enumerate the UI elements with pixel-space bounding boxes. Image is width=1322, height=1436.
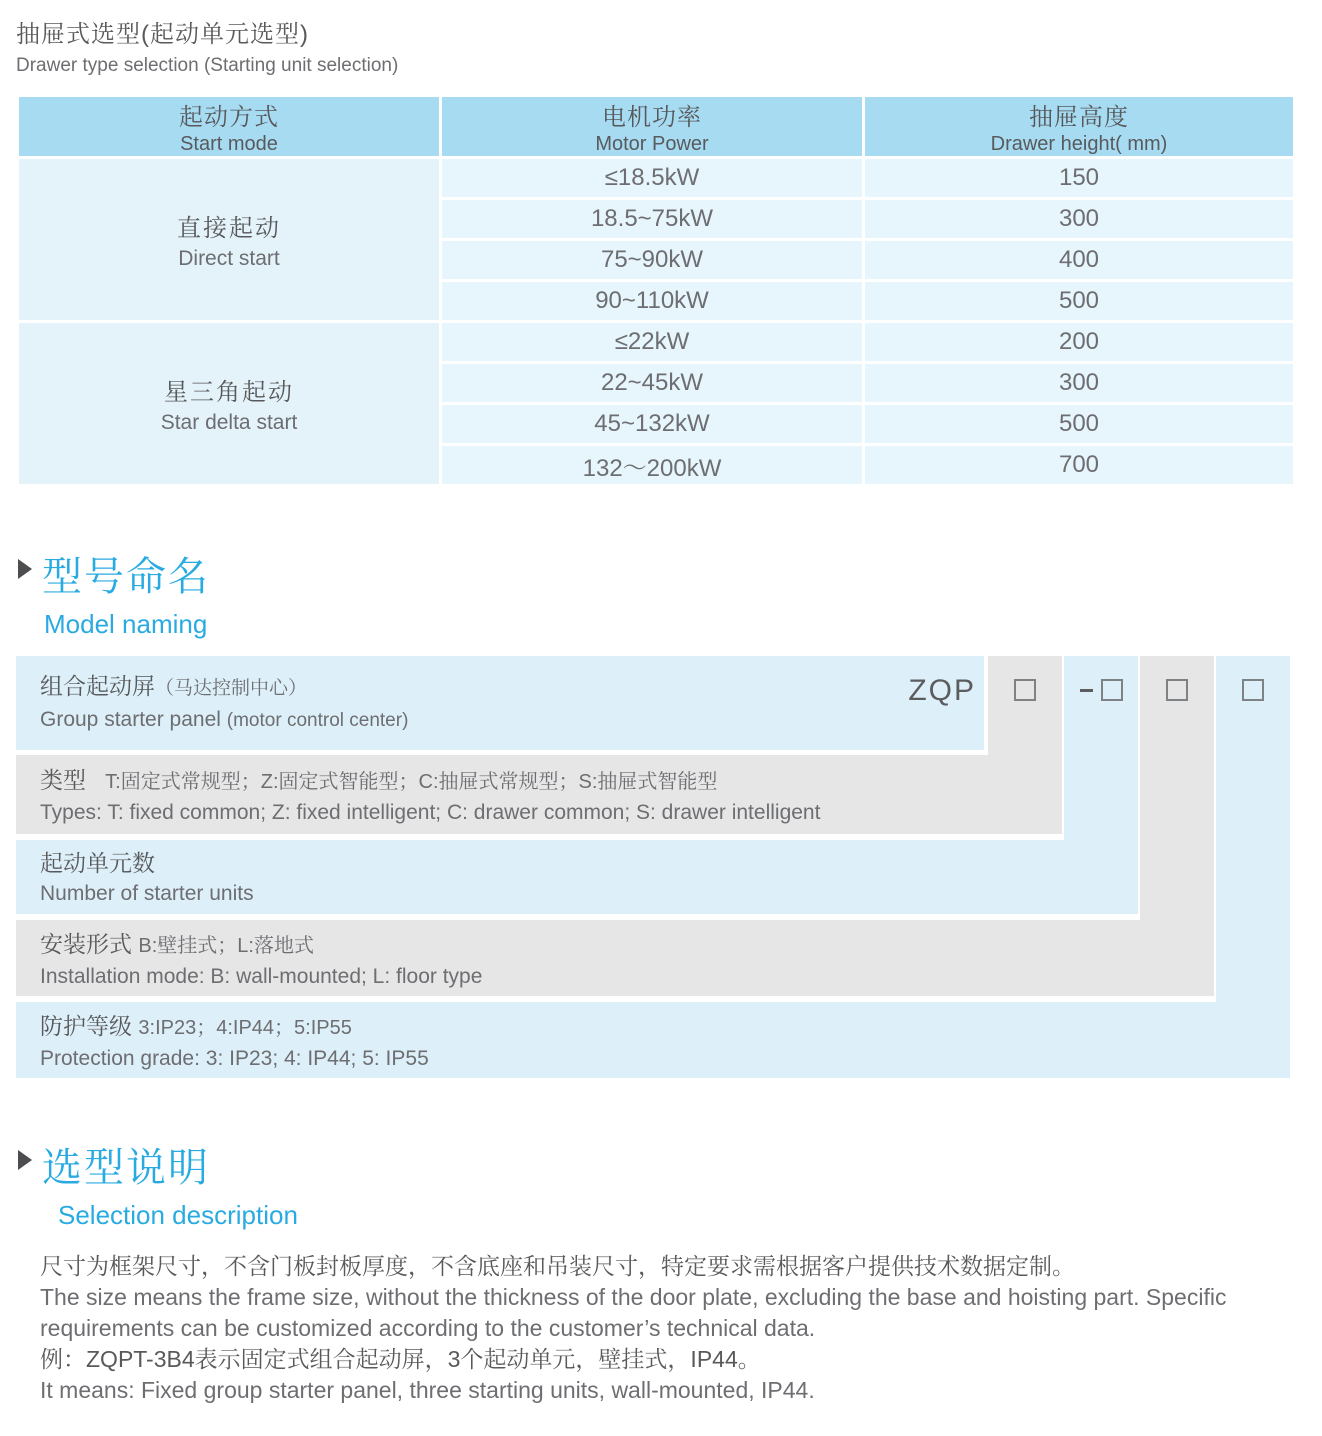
- header-start-mode-zh: 起动方式: [179, 104, 279, 131]
- model-code-prefix: ZQP: [908, 674, 976, 707]
- cell-power: ≤22kW: [442, 323, 862, 361]
- diagram-row-types: [16, 755, 1062, 834]
- header-drawer-height-en: Drawer height( mm): [990, 133, 1168, 155]
- cell-power: 45~132kW: [442, 405, 862, 443]
- code-dash: [1080, 689, 1093, 692]
- cell-height: 500: [865, 282, 1293, 320]
- code-placeholder-box: [1014, 679, 1036, 701]
- cell-power: 90~110kW: [442, 282, 862, 320]
- section-arrow-icon: [18, 1150, 32, 1170]
- page-title: [16, 14, 1306, 77]
- cell-power: 22~45kW: [442, 364, 862, 402]
- row1-zh-main: 组合起动屏: [40, 673, 155, 699]
- row5-en: Protection grade: 3: IP23; 4: IP44; 5: IP55: [40, 1047, 429, 1070]
- description-para1-en: The size means the frame size, without the thickness of the door plate, excluding the base and hoisting part. Specific requirements can be customized according to the customer’s technical data.: [40, 1284, 1227, 1341]
- model-naming-heading-zh: 型号命名: [42, 555, 210, 599]
- row2-en: Types: T: fixed common; Z: fixed intelligent; C: drawer common; S: drawer intelligent: [40, 801, 821, 824]
- diagram-row-installation-mode: [16, 920, 1214, 996]
- code-placeholder-box: [1101, 679, 1123, 701]
- header-motor-power-zh: 电机功率: [602, 104, 702, 131]
- row4-zh-sub: B:壁挂式；L:落地式: [138, 935, 314, 957]
- selection-heading-en: Selection description: [58, 1200, 298, 1230]
- page-title-zh: 抽屉式选型(起动单元选型): [16, 21, 309, 48]
- header-drawer-height-zh: 抽屉高度: [1029, 104, 1129, 131]
- section-arrow-icon: [18, 559, 32, 579]
- group-direct-start-en: Direct start: [178, 247, 280, 270]
- group-cell-direct-start: [19, 159, 439, 320]
- description-para2-en: It means: Fixed group starter panel, three starting units, wall-mounted, IP44.: [40, 1377, 815, 1403]
- row1-en-sub: (motor control center): [226, 710, 409, 731]
- row4-zh: [40, 928, 1214, 962]
- diagram-row-starter-units: [16, 840, 1138, 914]
- row4-zh-main: 安装形式: [40, 931, 132, 957]
- header-motor-power-en: Motor Power: [595, 133, 709, 155]
- cell-height: 500: [865, 405, 1293, 443]
- row5-zh: [40, 1010, 1290, 1044]
- row1-zh-sub: （马达控制中心）: [155, 678, 308, 699]
- header-motor-power: [442, 97, 862, 156]
- cell-power: 18.5~75kW: [442, 200, 862, 238]
- row1-en: [40, 705, 984, 735]
- selection-heading-zh: 选型说明: [42, 1146, 210, 1190]
- group-cell-star-delta: [19, 323, 439, 484]
- group-star-delta-en: Star delta start: [160, 411, 298, 434]
- diagram-row-protection-grade: [16, 1002, 1290, 1078]
- row5-zh-sub: 3:IP23；4:IP44；5:IP55: [138, 1017, 352, 1039]
- cell-height: 150: [865, 159, 1293, 197]
- description-para1-zh: 尺寸为框架尺寸，不含门板封板厚度，不含底座和吊装尺寸，特定要求需根据客户提供技术数据定制。: [40, 1253, 1075, 1279]
- section-selection-description-heading: [18, 1136, 1306, 1231]
- group-direct-start-zh: 直接起动: [177, 215, 281, 242]
- cell-height: 700: [865, 446, 1293, 484]
- cell-height: 400: [865, 241, 1293, 279]
- row2-zh: [40, 764, 1062, 798]
- cell-height: 300: [865, 364, 1293, 402]
- code-placeholder-box: [1166, 679, 1188, 701]
- row3-zh: 起动单元数: [40, 850, 155, 876]
- code-column-type: [988, 656, 1062, 834]
- code-placeholder-box: [1242, 679, 1264, 701]
- cell-power: ≤18.5kW: [442, 159, 862, 197]
- row5-zh-main: 防护等级: [40, 1013, 132, 1039]
- code-column-installation: [1140, 656, 1214, 996]
- cell-power: 75~90kW: [442, 241, 862, 279]
- page-title-en: Drawer type selection (Starting unit selection): [16, 55, 399, 76]
- table-header-row: [19, 97, 1293, 156]
- model-naming-diagram: [16, 656, 1290, 1078]
- header-drawer-height: [865, 97, 1293, 156]
- table-row: [19, 159, 1293, 197]
- code-column-protection: [1216, 656, 1290, 1078]
- model-naming-heading-en: Model naming: [44, 609, 208, 639]
- cell-height: 300: [865, 200, 1293, 238]
- description-para2-zh: 例：ZQPT-3B4表示固定式组合起动屏，3个起动单元，壁挂式，IP44。: [40, 1346, 761, 1372]
- row3-en: Number of starter units: [40, 882, 254, 905]
- cell-height: 200: [865, 323, 1293, 361]
- header-start-mode: [19, 97, 439, 156]
- row4-en: Installation mode: B: wall-mounted; L: floor type: [40, 965, 483, 988]
- header-start-mode-en: Start mode: [180, 133, 278, 155]
- selection-description-text: [40, 1251, 1298, 1406]
- row1-zh: [40, 670, 984, 705]
- table-row: [19, 323, 1293, 361]
- group-star-delta-zh: 星三角起动: [164, 379, 294, 406]
- cell-power: 132～200kW: [442, 446, 862, 484]
- row2-zh-sub: T:固定式常规型；Z:固定式智能型；C:抽屉式常规型；S:抽屉式智能型: [105, 771, 718, 793]
- diagram-row-group-starter-panel: [16, 656, 984, 750]
- code-column-units: [1064, 656, 1138, 914]
- drawer-selection-table: [16, 94, 1296, 487]
- section-model-naming-heading: [18, 545, 1306, 640]
- row2-zh-main: 类型: [40, 767, 86, 793]
- row1-en-main: Group starter panel: [40, 708, 221, 731]
